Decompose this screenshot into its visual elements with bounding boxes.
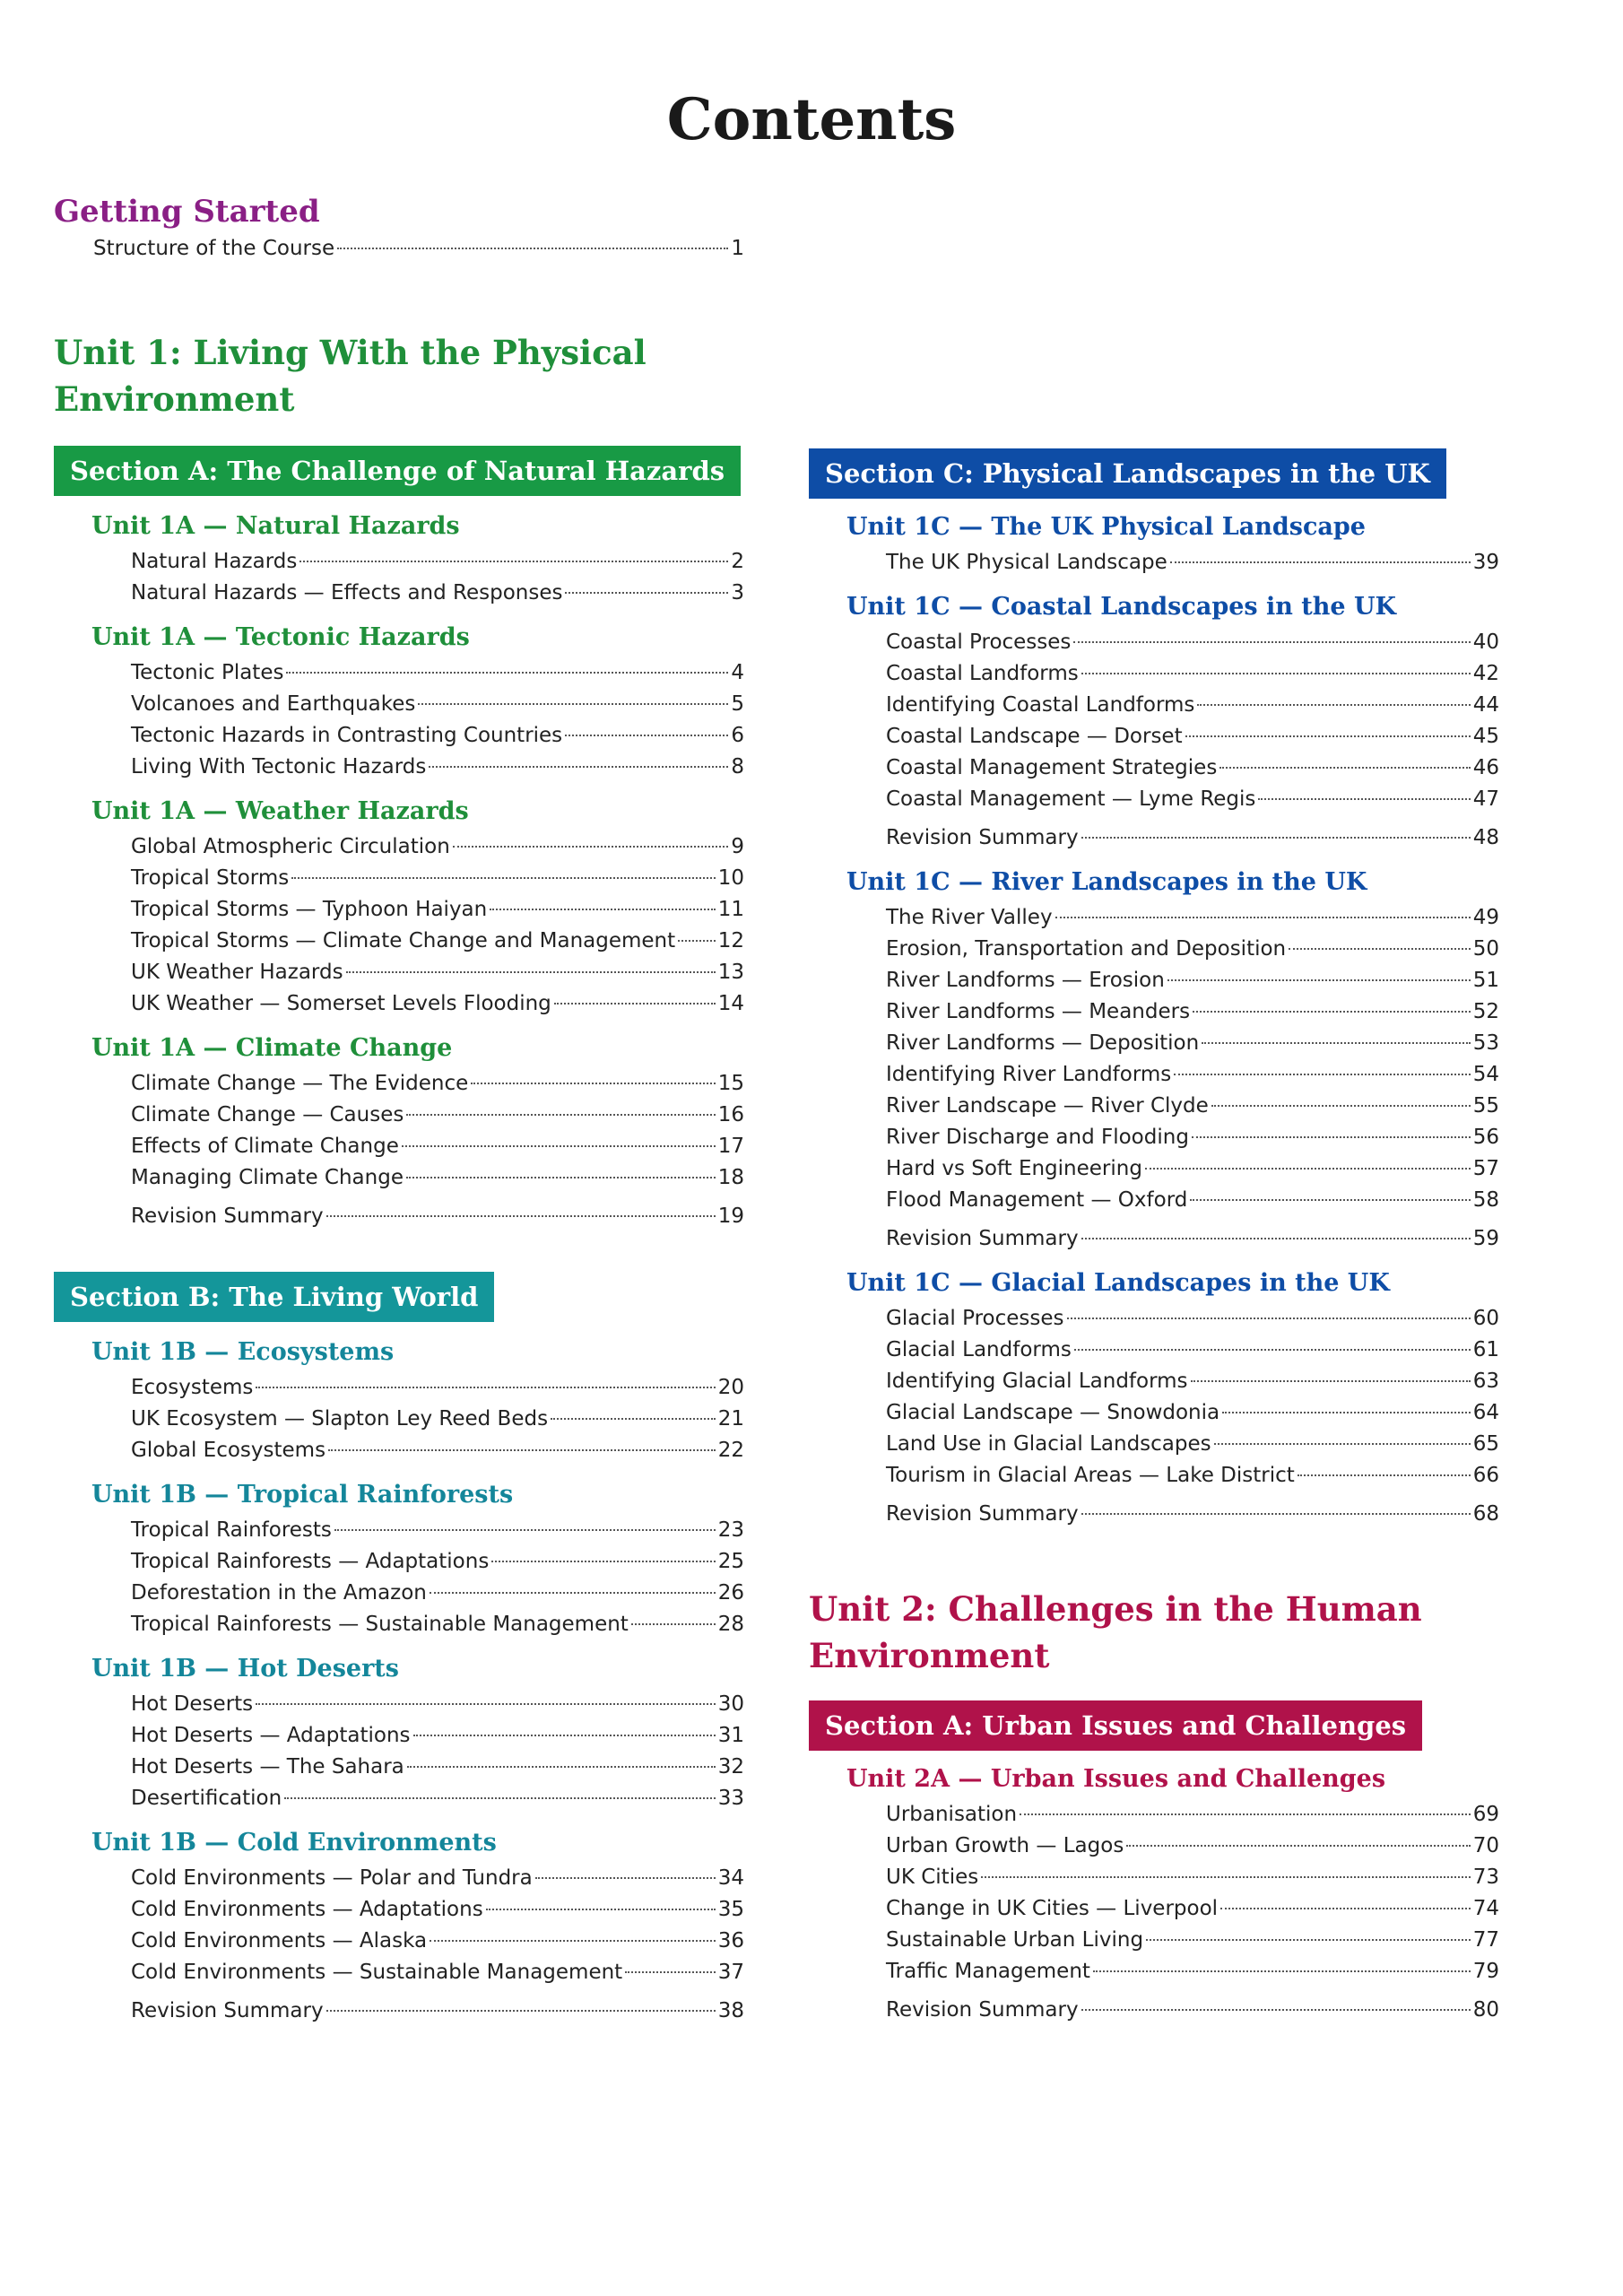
dot-leader <box>554 1003 716 1004</box>
toc-entry[interactable] <box>131 1435 744 1466</box>
toc-entry-title: Coastal Landforms <box>886 662 1079 685</box>
toc-entry-title: UK Ecosystem — Slapton Ley Reed Beds <box>131 1407 549 1431</box>
toc-entry[interactable] <box>131 831 744 863</box>
dot-leader <box>430 1940 716 1942</box>
toc-entry[interactable] <box>131 1162 744 1194</box>
dot-leader <box>1073 641 1470 643</box>
toc-entry-page: 77 <box>1472 1928 1499 1952</box>
unit-heading: Unit 1C — The UK Physical Landscape <box>846 513 1366 541</box>
toc-entry-page: 31 <box>717 1724 744 1747</box>
toc-entry-title: Glacial Processes <box>886 1307 1064 1330</box>
dot-leader <box>326 2010 716 2012</box>
section-b-bar: Section B: The Living World <box>54 1272 494 1322</box>
dot-leader <box>1055 917 1471 918</box>
dot-leader <box>418 703 728 705</box>
dot-leader <box>402 1145 716 1147</box>
toc-entry-title: Urbanisation <box>886 1803 1018 1826</box>
toc-entry[interactable]: Structure of the Course 1 <box>93 237 744 260</box>
toc-entry-page: 53 <box>1472 1031 1499 1055</box>
toc-entry-title: Tropical Rainforests — Sustainable Management <box>131 1613 629 1636</box>
toc-entry-title: UK Weather — Somerset Levels Flooding <box>131 992 551 1015</box>
dot-leader <box>328 1449 716 1451</box>
toc-entry-title: Flood Management — Oxford <box>886 1188 1188 1212</box>
dot-leader <box>678 940 716 942</box>
dot-leader <box>471 1083 715 1084</box>
toc-entry-title: River Landforms — Erosion <box>886 969 1165 992</box>
toc-entry[interactable] <box>131 1863 744 1894</box>
toc-entry[interactable] <box>886 1831 1499 1862</box>
toc-entry-page: 68 <box>1472 1502 1499 1526</box>
dot-leader <box>407 1766 716 1768</box>
toc-entry-page: 59 <box>1472 1227 1499 1250</box>
toc-entry-page: 52 <box>1472 1000 1499 1023</box>
toc-entry-page: 4 <box>731 661 744 684</box>
toc-entry[interactable] <box>131 752 744 783</box>
unit-heading: Unit 2A — Urban Issues and Challenges <box>846 1765 1386 1793</box>
dot-leader <box>1202 1042 1471 1044</box>
toc-entry-page: 69 <box>1472 1803 1499 1826</box>
toc-entry-title: Ecosystems <box>131 1376 254 1399</box>
dot-leader <box>551 1418 716 1420</box>
unit-heading: Unit 1A — Tectonic Hazards <box>91 623 470 651</box>
toc-entry-title: River Landforms — Meanders <box>886 1000 1191 1023</box>
dot-leader <box>1170 561 1471 563</box>
toc-entry[interactable] <box>131 1201 744 1232</box>
dot-leader <box>406 1114 715 1116</box>
toc-entry[interactable] <box>131 1720 744 1752</box>
toc-entry[interactable] <box>886 934 1499 965</box>
toc-entry-title: Identifying Glacial Landforms <box>886 1370 1188 1393</box>
toc-entry-title: Glacial Landforms <box>886 1338 1072 1361</box>
page-title: Contents <box>666 86 957 153</box>
unit2-section-a-list <box>809 1760 1499 2026</box>
toc-entry[interactable] <box>886 1091 1499 1122</box>
toc-entry-title: Identifying River Landforms <box>886 1063 1172 1086</box>
toc-entry-title: Tropical Storms — Typhoon Haiyan <box>131 898 488 921</box>
toc-entry[interactable] <box>131 1926 744 1957</box>
toc-entry-page: 34 <box>717 1866 744 1890</box>
dot-leader <box>1020 1813 1471 1815</box>
dot-leader <box>413 1735 716 1736</box>
toc-entry-title: River Discharge and Flooding <box>886 1126 1189 1149</box>
toc-entry-title: Cold Environments — Polar and Tundra <box>131 1866 533 1890</box>
toc-entry-page: 64 <box>1472 1401 1499 1424</box>
toc-entry-page: 60 <box>1472 1307 1499 1330</box>
toc-entry-page: 14 <box>717 992 744 1015</box>
unit-heading: Unit 1C — Coastal Landscapes in the UK <box>846 593 1396 621</box>
toc-entry[interactable] <box>886 1799 1499 1831</box>
toc-entry[interactable] <box>131 1996 744 2027</box>
toc-entry[interactable] <box>886 1862 1499 1893</box>
toc-entry-title: Revision Summary <box>886 1227 1079 1250</box>
dot-leader <box>256 1703 716 1705</box>
toc-entry-title: Tropical Storms — Climate Change and Management <box>131 929 676 952</box>
toc-entry-page: 9 <box>731 835 744 858</box>
toc-entry[interactable] <box>131 720 744 752</box>
toc-entry[interactable] <box>886 627 1499 658</box>
toc-entry[interactable] <box>886 996 1499 1028</box>
toc-entry-page: 12 <box>717 929 744 952</box>
toc-entry-page: 18 <box>717 1166 744 1189</box>
toc-entry-page: 38 <box>717 1999 744 2022</box>
toc-entry[interactable] <box>886 1366 1499 1397</box>
toc-entry-title: Hot Deserts <box>131 1692 254 1716</box>
toc-entry-title: Hard vs Soft Engineering <box>886 1157 1142 1180</box>
toc-entry-title: Global Atmospheric Circulation <box>131 835 450 858</box>
toc-entry-page: 11 <box>717 898 744 921</box>
toc-entry-page: 46 <box>1472 756 1499 779</box>
toc-entry[interactable] <box>886 1028 1499 1059</box>
section-c-list <box>809 508 1499 1530</box>
toc-entry-page: 63 <box>1472 1370 1499 1393</box>
unit-heading: Unit 1A — Weather Hazards <box>91 797 469 825</box>
toc-entry-page: 8 <box>731 755 744 778</box>
toc-entry-title: Climate Change — The Evidence <box>131 1072 469 1095</box>
toc-entry[interactable] <box>131 546 744 578</box>
toc-entry-title: Glacial Landscape — Snowdonia <box>886 1401 1220 1424</box>
unit2-section-a-bar: Section A: Urban Issues and Challenges <box>809 1700 1422 1751</box>
toc-entry[interactable] <box>886 547 1499 578</box>
dot-leader <box>1067 1318 1471 1319</box>
dot-leader <box>981 1876 1470 1878</box>
toc-entry-title: Revision Summary <box>131 1205 324 1228</box>
toc-entry-page: 50 <box>1472 937 1499 961</box>
toc-entry-title: Tropical Rainforests — Adaptations <box>131 1550 490 1573</box>
toc-entry[interactable] <box>131 1515 744 1546</box>
toc-entry-page: 66 <box>1472 1464 1499 1487</box>
unit-heading: Unit 1C — Glacial Landscapes in the UK <box>846 1269 1390 1297</box>
toc-entry-title: Tectonic Plates <box>131 661 284 684</box>
dot-leader <box>326 1215 716 1217</box>
toc-entry[interactable] <box>131 657 744 689</box>
unit-heading: Unit 1B — Hot Deserts <box>91 1655 399 1683</box>
dot-leader <box>631 1623 716 1625</box>
toc-entry-title: River Landscape — River Clyde <box>886 1094 1209 1118</box>
dot-leader <box>256 1387 715 1388</box>
toc-entry-page: 44 <box>1472 693 1499 717</box>
dot-leader <box>1074 1349 1471 1351</box>
toc-entry-page: 10 <box>717 866 744 890</box>
dot-leader <box>1081 2009 1471 2011</box>
toc-entry-page: 15 <box>717 1072 744 1095</box>
unit-heading: Unit 1A — Natural Hazards <box>91 512 460 540</box>
toc-entry[interactable] <box>886 965 1499 996</box>
toc-entry-title: Identifying Coastal Landforms <box>886 693 1195 717</box>
toc-entry-title: Managing Climate Change <box>131 1166 404 1189</box>
toc-entry-title: Revision Summary <box>886 1998 1079 2022</box>
dot-leader <box>1081 837 1471 839</box>
toc-entry-page: 51 <box>1472 969 1499 992</box>
toc-entry[interactable] <box>886 1429 1499 1460</box>
dot-leader <box>1197 704 1470 706</box>
toc-entry[interactable] <box>131 1404 744 1435</box>
dot-leader <box>1093 1970 1471 1972</box>
toc-entry[interactable] <box>131 1100 744 1131</box>
toc-entry[interactable] <box>886 1185 1499 1216</box>
dot-leader <box>490 909 715 910</box>
toc-entry[interactable] <box>131 957 744 988</box>
dot-leader <box>565 735 728 736</box>
dot-leader <box>1192 1136 1471 1138</box>
toc-entry-page: 19 <box>717 1205 744 1228</box>
toc-entry-title: Effects of Climate Change <box>131 1135 399 1158</box>
dot-leader <box>334 1529 716 1531</box>
toc-entry[interactable] <box>131 1068 744 1100</box>
toc-entry-page: 65 <box>1472 1432 1499 1456</box>
dot-leader <box>1167 979 1471 981</box>
toc-entry-page: 40 <box>1472 631 1499 654</box>
dot-leader <box>1190 1199 1470 1201</box>
toc-entry[interactable] <box>131 988 744 1020</box>
toc-entry[interactable] <box>131 1546 744 1578</box>
toc-entry[interactable] <box>131 1894 744 1926</box>
dot-leader <box>625 1971 716 1973</box>
toc-entry[interactable] <box>886 1335 1499 1366</box>
dot-leader <box>1081 673 1471 674</box>
dot-leader <box>565 592 728 594</box>
toc-entry-page: 6 <box>731 724 744 747</box>
dot-leader <box>486 1909 716 1910</box>
toc-entry[interactable] <box>131 1752 744 1783</box>
toc-entry-title: Change in UK Cities — Liverpool <box>886 1897 1219 1920</box>
toc-entry[interactable] <box>886 1460 1499 1492</box>
toc-entry-page: 74 <box>1472 1897 1499 1920</box>
toc-entry[interactable] <box>886 1059 1499 1091</box>
dot-leader <box>346 971 716 973</box>
dot-leader <box>1289 948 1471 950</box>
toc-entry[interactable] <box>886 902 1499 934</box>
toc-entry-page: 45 <box>1472 725 1499 748</box>
toc-entry-title: Desertification <box>131 1787 282 1810</box>
toc-entry-page: 28 <box>717 1613 744 1636</box>
toc-entry[interactable] <box>886 1122 1499 1153</box>
dot-leader <box>453 846 729 848</box>
toc-entry-page: 56 <box>1472 1126 1499 1149</box>
toc-entry-title: UK Cities <box>886 1866 979 1889</box>
toc-entry[interactable] <box>886 1303 1499 1335</box>
toc-entry[interactable] <box>886 822 1499 854</box>
dot-leader <box>1214 1443 1471 1445</box>
toc-entry-title: Deforestation in the Amazon <box>131 1581 427 1605</box>
toc-entry-title: Revision Summary <box>886 1502 1079 1526</box>
toc-entry-title: Natural Hazards <box>131 550 298 573</box>
toc-entry-title: Global Ecosystems <box>131 1439 326 1462</box>
dot-leader <box>1220 1908 1471 1909</box>
unit-heading: Unit 1B — Tropical Rainforests <box>91 1481 514 1509</box>
dot-leader <box>491 1561 715 1562</box>
toc-entry-title: Volcanoes and Earthquakes <box>131 692 416 716</box>
toc-entry-title: UK Weather Hazards <box>131 961 343 984</box>
toc-entry[interactable] <box>886 784 1499 815</box>
toc-entry-page: 55 <box>1472 1094 1499 1118</box>
toc-entry-page: 58 <box>1472 1188 1499 1212</box>
toc-entry-title: Living With Tectonic Hazards <box>131 755 427 778</box>
section-c-bar: Section C: Physical Landscapes in the UK <box>809 448 1446 499</box>
toc-entry[interactable] <box>131 863 744 894</box>
dot-leader <box>1211 1105 1471 1107</box>
toc-entry[interactable] <box>131 689 744 720</box>
toc-entry-page: 21 <box>717 1407 744 1431</box>
toc-entry[interactable] <box>886 1223 1499 1255</box>
toc-entry-page: 5 <box>731 692 744 716</box>
toc-entry-page: 3 <box>731 581 744 604</box>
dot-leader <box>1174 1074 1470 1075</box>
toc-entry-title: River Landforms — Deposition <box>886 1031 1200 1055</box>
toc-entry-title: The UK Physical Landscape <box>886 551 1167 574</box>
toc-entry[interactable] <box>886 721 1499 752</box>
dot-leader <box>406 1177 716 1178</box>
toc-entry[interactable] <box>886 1925 1499 1956</box>
toc-entry[interactable] <box>131 1578 744 1609</box>
toc-entry-page: 26 <box>717 1581 744 1605</box>
toc-entry-page: 25 <box>717 1550 744 1573</box>
toc-entry-title: Coastal Landscape — Dorset <box>886 725 1183 748</box>
toc-entry-page: 20 <box>717 1376 744 1399</box>
toc-entry-page: 35 <box>717 1898 744 1921</box>
dot-leader <box>1191 1380 1471 1382</box>
toc-entry-page: 61 <box>1472 1338 1499 1361</box>
toc-entry-title: Urban Growth — Lagos <box>886 1834 1124 1857</box>
dot-leader <box>1298 1474 1471 1476</box>
dot-leader <box>429 766 728 768</box>
toc-entry-page: 48 <box>1472 826 1499 849</box>
toc-entry-title: Coastal Management Strategies <box>886 756 1218 779</box>
toc-entry-page: 30 <box>717 1692 744 1716</box>
unit-heading: Unit 1B — Ecosystems <box>91 1338 395 1366</box>
left-column <box>54 190 744 2027</box>
toc-entry[interactable] <box>131 1689 744 1720</box>
toc-entry-page: 36 <box>717 1929 744 1952</box>
toc-entry-title: Traffic Management <box>886 1960 1090 1983</box>
toc-entry-page: 37 <box>717 1961 744 1984</box>
toc-entry[interactable] <box>886 1893 1499 1925</box>
toc-entry-title: Climate Change — Causes <box>131 1103 404 1126</box>
toc-entry[interactable] <box>886 1499 1499 1530</box>
toc-entry-page: 16 <box>717 1103 744 1126</box>
toc-entry[interactable] <box>131 926 744 957</box>
toc-entry-title: Sustainable Urban Living <box>886 1928 1144 1952</box>
toc-entry-page: 73 <box>1472 1866 1499 1889</box>
toc-entry-page: 79 <box>1472 1960 1499 1983</box>
dot-leader <box>1145 1168 1471 1170</box>
toc-entry-title: Tropical Rainforests <box>131 1518 332 1542</box>
toc-entry-title: Cold Environments — Alaska <box>131 1929 428 1952</box>
toc-entry[interactable] <box>886 658 1499 690</box>
toc-entry[interactable] <box>886 690 1499 721</box>
toc-entry-page: 2 <box>731 550 744 573</box>
toc-entry[interactable] <box>131 1609 744 1640</box>
toc-entry-page: 54 <box>1472 1063 1499 1086</box>
toc-entry-page: 39 <box>1472 551 1499 574</box>
section-a-list <box>54 507 744 1232</box>
toc-entry-page: 32 <box>717 1755 744 1779</box>
toc-entry[interactable] <box>131 1131 744 1162</box>
toc-entry-title: Coastal Management — Lyme Regis <box>886 787 1256 811</box>
toc-entry-page: 47 <box>1472 787 1499 811</box>
section-a-bar: Section A: The Challenge of Natural Hazards <box>54 446 741 496</box>
toc-entry-title: Revision Summary <box>886 826 1079 849</box>
dot-leader <box>1193 1011 1471 1013</box>
section-b-list <box>54 1333 744 2027</box>
toc-entry[interactable] <box>131 1957 744 1988</box>
dot-leader <box>1126 1845 1470 1847</box>
toc-entry-title: Revision Summary <box>131 1999 324 2022</box>
unit-heading: Unit 1B — Cold Environments <box>91 1829 497 1857</box>
unit-heading: Unit 1C — River Landscapes in the UK <box>846 868 1367 896</box>
toc-entry[interactable] <box>131 578 744 609</box>
toc-entry-page: 17 <box>717 1135 744 1158</box>
toc-entry-page: 22 <box>717 1439 744 1462</box>
toc-entry-title: Coastal Processes <box>886 631 1072 654</box>
toc-entry-title: Tropical Storms <box>131 866 290 890</box>
toc-entry-page: 42 <box>1472 662 1499 685</box>
toc-entry-page: 57 <box>1472 1157 1499 1180</box>
toc-entry[interactable] <box>886 752 1499 784</box>
dot-leader <box>286 672 728 674</box>
toc-entry[interactable] <box>886 1995 1499 2026</box>
toc-entry-title: Cold Environments — Adaptations <box>131 1898 483 1921</box>
toc-entry-page: 13 <box>717 961 744 984</box>
dot-leader <box>1146 1939 1471 1941</box>
toc-entry-page: 23 <box>717 1518 744 1542</box>
unit1-title: Unit 1: Living With the Physical Environment <box>54 333 647 419</box>
toc-entry-title: Hot Deserts — Adaptations <box>131 1724 411 1747</box>
toc-entry-page: 49 <box>1472 906 1499 929</box>
toc-entry-title: Hot Deserts — The Sahara <box>131 1755 404 1779</box>
toc-entry[interactable] <box>886 1153 1499 1185</box>
toc-entry[interactable] <box>131 1783 744 1814</box>
getting-started-title: Getting Started <box>54 194 320 230</box>
dot-leader <box>1185 735 1471 737</box>
toc-entry[interactable] <box>886 1956 1499 1987</box>
unit-heading: Unit 1A — Climate Change <box>91 1034 453 1062</box>
dot-leader <box>284 1797 716 1799</box>
toc-entry-title: The River Valley <box>886 906 1053 929</box>
dot-leader <box>299 561 728 562</box>
toc-entry-page: 70 <box>1472 1834 1499 1857</box>
right-column <box>809 448 1499 2026</box>
toc-entry-title: Land Use in Glacial Landscapes <box>886 1432 1211 1456</box>
toc-entry-title: Tourism in Glacial Areas — Lake District <box>886 1464 1295 1487</box>
unit2-title: Unit 2: Challenges in the Human Environment <box>809 1589 1422 1675</box>
dot-leader <box>1258 798 1470 800</box>
dot-leader <box>430 1592 716 1594</box>
toc-entry[interactable] <box>131 894 744 926</box>
dot-leader <box>1219 767 1470 769</box>
toc-entry-title: Erosion, Transportation and Deposition <box>886 937 1287 961</box>
toc-entry-page: 33 <box>717 1787 744 1810</box>
dot-leader <box>1081 1513 1471 1515</box>
toc-entry[interactable] <box>131 1372 744 1404</box>
toc-entry[interactable] <box>886 1397 1499 1429</box>
toc-entry-page: 80 <box>1472 1998 1499 2022</box>
dot-leader <box>1081 1238 1471 1239</box>
dot-leader <box>1222 1412 1471 1413</box>
toc-entry-title: Natural Hazards — Effects and Responses <box>131 581 563 604</box>
toc-entry-title: Cold Environments — Sustainable Management <box>131 1961 623 1984</box>
dot-leader <box>291 877 715 879</box>
dot-leader <box>535 1877 716 1879</box>
toc-entry-title: Tectonic Hazards in Contrasting Countries <box>131 724 563 747</box>
